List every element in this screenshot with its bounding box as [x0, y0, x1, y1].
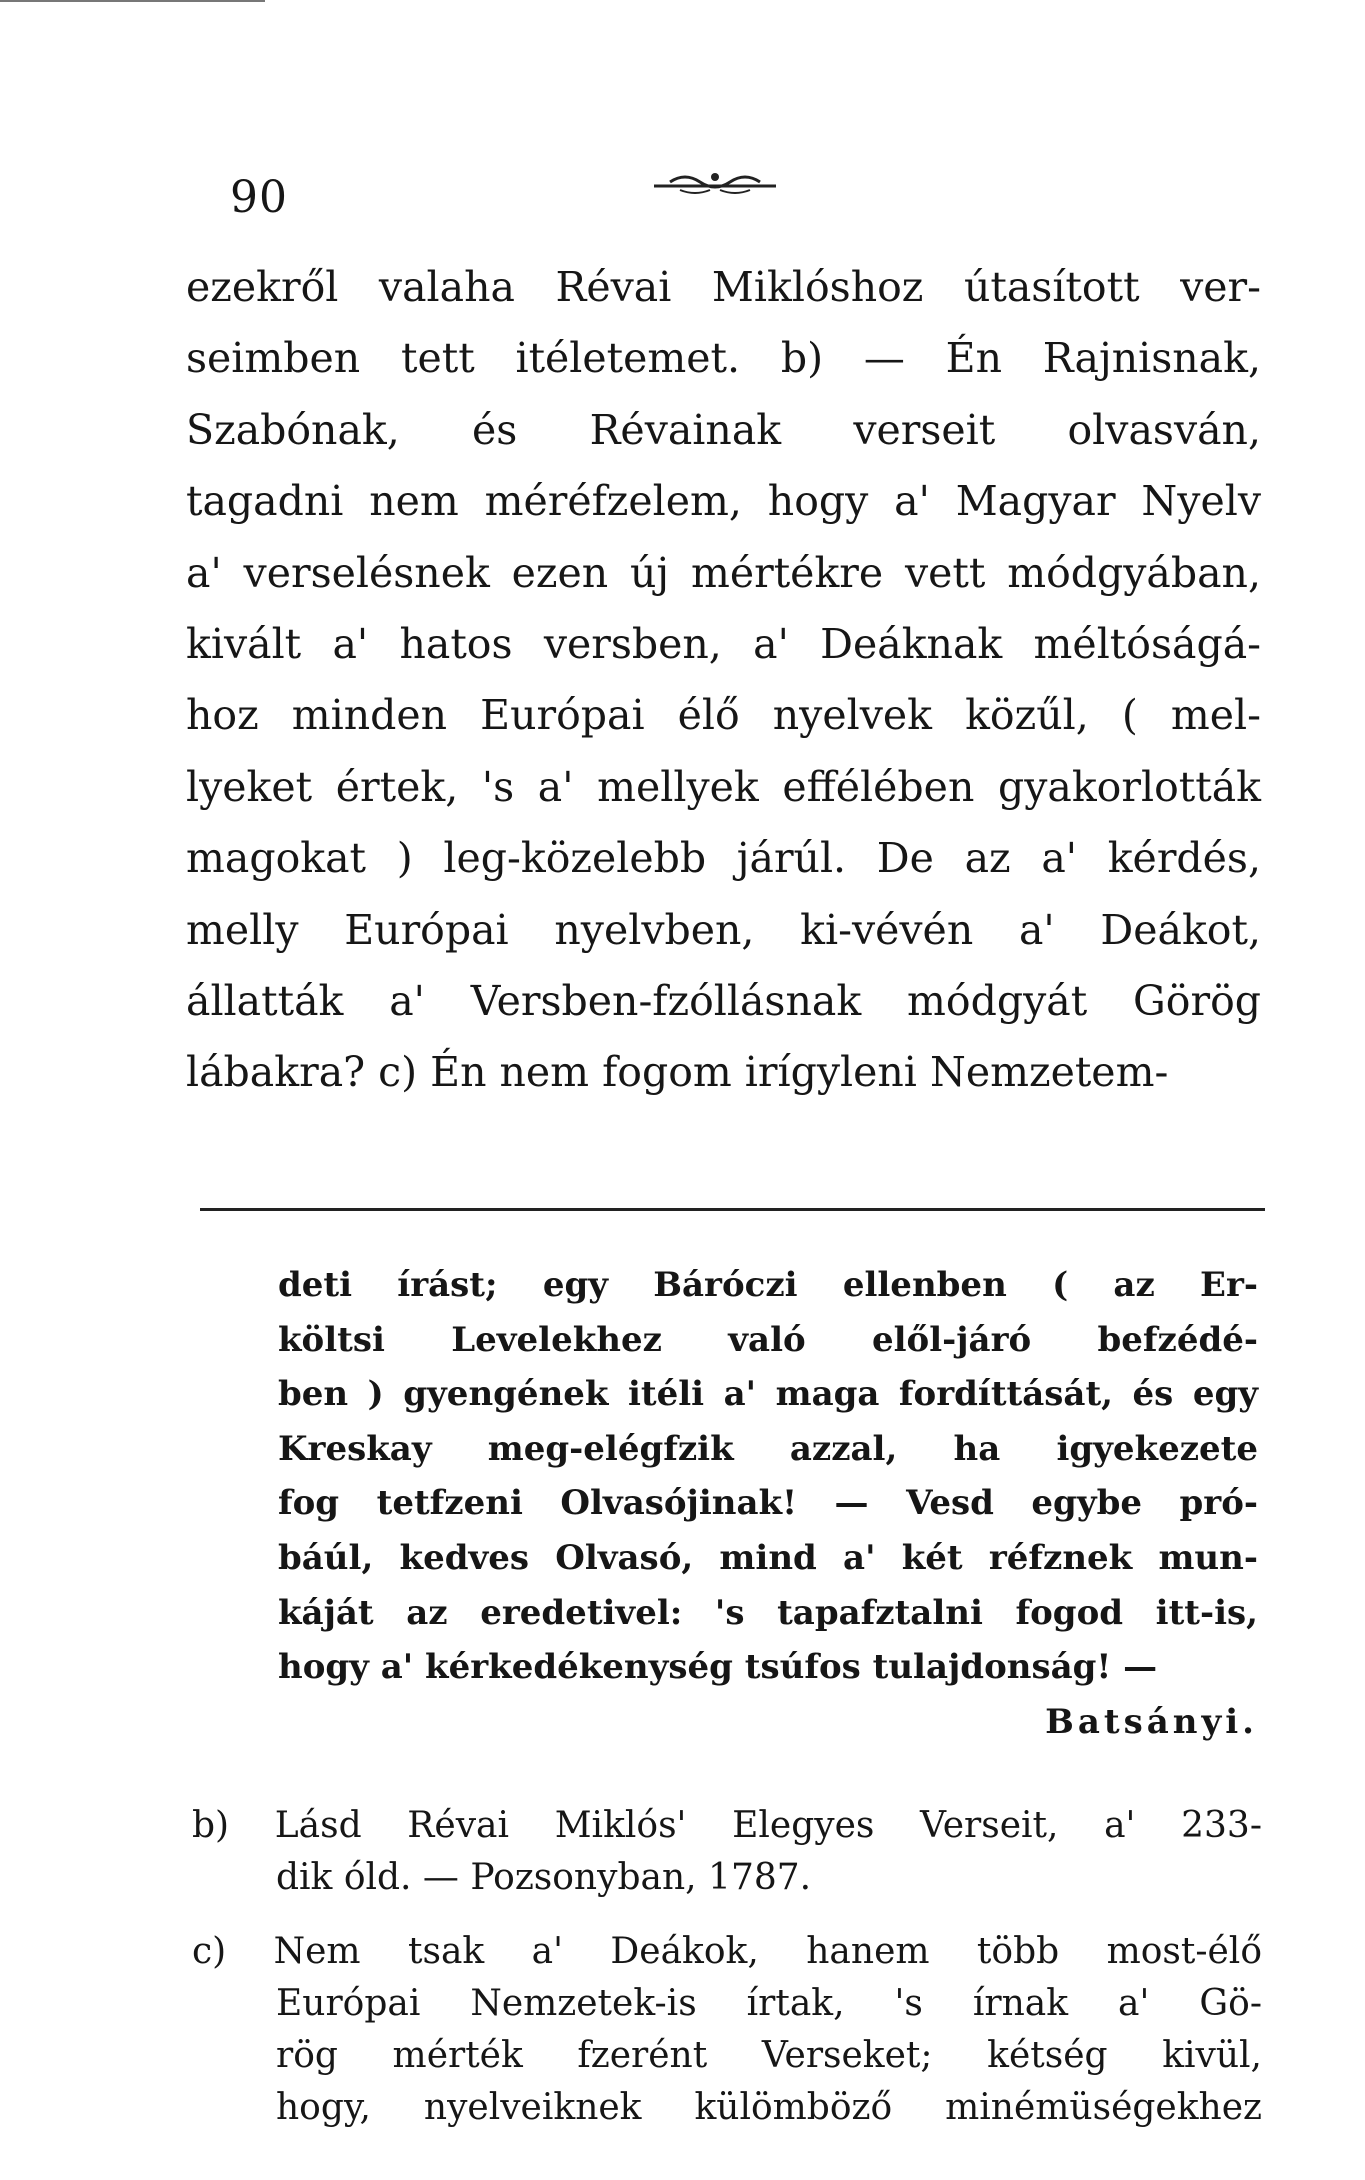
footnote-divider	[200, 1208, 1265, 1211]
footnotes	[192, 1800, 1262, 2134]
text-line: Szabónak, és Révainak verseit olvasván,	[186, 405, 1261, 454]
text-line: magokat ) leg-közelebb járúl. De az a' kérdés,	[186, 834, 1261, 883]
footnote-c-line: c) Nem tsak a' Deákok, hanem több most-élő	[192, 1931, 1262, 1972]
text-line: hoz minden Európai élő nyelvek közűl, ( mel-	[186, 691, 1261, 740]
text-line: tagadni nem méréfzelem, hogy a' Magyar Nyelv	[186, 477, 1261, 526]
footnote-c-line: rög mérték fzerént Verseket; kétség kivül,	[276, 2035, 1262, 2076]
text-line: melly Európai nyelvben, ki-vévén a' Deákot,	[186, 905, 1261, 954]
text-line: lyeket értek, 's a' mellyek effélében gyakorlották	[186, 762, 1261, 811]
quote-line: deti írást; egy Báróczi ellenben ( az Er-	[278, 1265, 1258, 1305]
quote-signature: Batsányi.	[1045, 1701, 1258, 1742]
quote-line: fog tetfzeni Olvasójinak! — Vesd egybe pró-	[278, 1483, 1258, 1524]
text-line: a' verselésnek ezen új mértékre vett módgyában,	[186, 548, 1261, 597]
text-line: ezekről valaha Révai Miklóshoz útasított ver-	[186, 263, 1261, 311]
quote-line: Kreskay meg-elégfzik azzal, ha igyekezete	[278, 1428, 1258, 1469]
note-spacer	[192, 1904, 1262, 1926]
quote-line: báúl, kedves Olvasó, mind a' két réfznek mun-	[278, 1537, 1258, 1578]
quote-line: káját az eredetivel: 's tapafztalni fogod itt-is,	[278, 1592, 1258, 1633]
footnote-c-line: Európai Nemzetek-is írtak, 's írnak a' Gö-	[276, 1983, 1262, 2024]
scan-edge-line	[0, 0, 265, 2]
footnote-c-line: hogy, nyelveiknek külömböző minémüségekhez	[276, 2087, 1262, 2128]
header-ornament-icon	[650, 168, 780, 198]
quote-line: költsi Levelekhez való elől-járó befzédé-	[278, 1319, 1258, 1360]
quoted-footnote-block	[278, 1258, 1258, 1749]
main-paragraph	[186, 252, 1261, 1109]
quote-line: hogy a' kérkedékenység tsúfos tulajdonság! —	[278, 1647, 1158, 1688]
quote-line: ben ) gyengének itéli a' maga fordíttását, és egy	[278, 1374, 1258, 1415]
text-line: lábakra? c) Én nem fogom irígyleni Nemzetem-	[186, 1048, 1169, 1097]
text-line: állatták a' Versben-fzóllásnak módgyát Görög	[186, 976, 1261, 1025]
footnote-b-line: dik óld. — Pozsonyban, 1787.	[276, 1857, 812, 1898]
text-line: kivált a' hatos versben, a' Deáknak méltóságá-	[186, 619, 1261, 668]
page-number: 90	[230, 172, 288, 223]
text-line: seimben tett itéletemet. b) — Én Rajnisnak,	[186, 334, 1261, 383]
footnote-b-line: b) Lásd Révai Miklós' Elegyes Verseit, a' 233-	[192, 1805, 1262, 1846]
